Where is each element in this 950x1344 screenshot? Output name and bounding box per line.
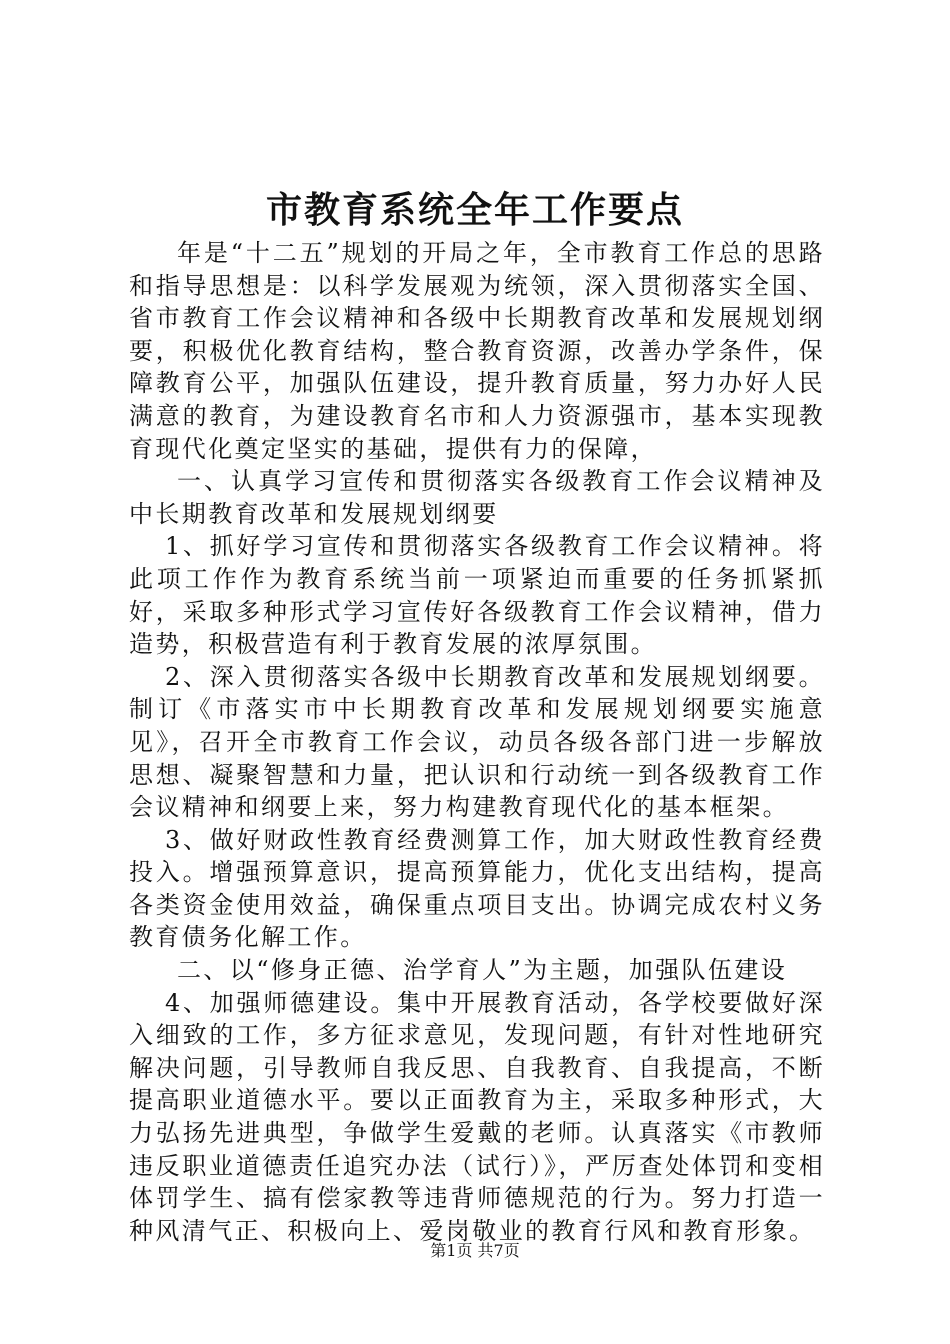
document-body [129,237,825,1247]
item-paragraph-4: 4、加强师德建设。集中开展教育活动，各学校要做好深入细致的工作，多方征求意见，发现问题，有针对性地研究解决问题，引导教师自我反思、自我教育、自我提高，不断提高职业道德水平。要以正面教育为主，采取多种形式，大力弘扬先进典型，争做学生爱戴的老师。认真落实《市教师违反职业道德责任追究办法（试行）》，严厉查处体罚和变相体罚学生、搞有偿家教等违背师德规范的行为。努力打造一种风清气正、积极向上、爱岗敬业的教育行风和教育形象。 [129,988,825,1245]
document-title: 市教育系统全年工作要点 [265,189,684,231]
item-paragraph-2: 2、深入贯彻落实各级中长期教育改革和发展规划纲要。制订《市落实市中长期教育改革和发展规划纲要实施意见》，召开全市教育工作会议，动员各级各部门进一步解放思想、凝聚智慧和力量，把认识和行动统一到各级教育工作会议精神和纲要上来，努力构建教育现代化的基本框架。 [129,662,825,822]
section-heading-2: 二、以“修身正德、治学育人”为主题，加强队伍建设 [177,956,788,985]
item-paragraph-3: 3、做好财政性教育经费测算工作，加大财政性教育经费投入。增强预算意识，提高预算能力，优化支出结构，提高各类资金使用效益，确保重点项目支出。协调完成农村义务教育债务化解工作。 [129,825,825,952]
intro-paragraph: 年是“十二五”规划的开局之年，全市教育工作总的思路和指导思想是：以科学发展观为统领，深入贯彻落实全国、省市教育工作会议精神和各级中长期教育改革和发展规划纲要，积极优化教育结构，整合教育资源，改善办学条件，保障教育公平，加强队伍建设，提升教育质量，努力办好人民满意的教育，为建设教育名市和人力资源强市，基本实现教育现代化奠定坚实的基础，提供有力的保障， [129,239,825,463]
item-paragraph-1: 1、抓好学习宣传和贯彻落实各级教育工作会议精神。将此项工作作为教育系统当前一项紧迫而重要的任务抓紧抓好，采取多种形式学习宣传好各级教育工作会议精神，借力造势，积极营造有利于教育发展的浓厚氛围。 [129,532,825,659]
page-number: 第1页 共7页 [430,1241,520,1260]
section-heading-1: 一、认真学习宣传和贯彻落实各级教育工作会议精神及中长期教育改革和发展规划纲要 [129,467,825,528]
